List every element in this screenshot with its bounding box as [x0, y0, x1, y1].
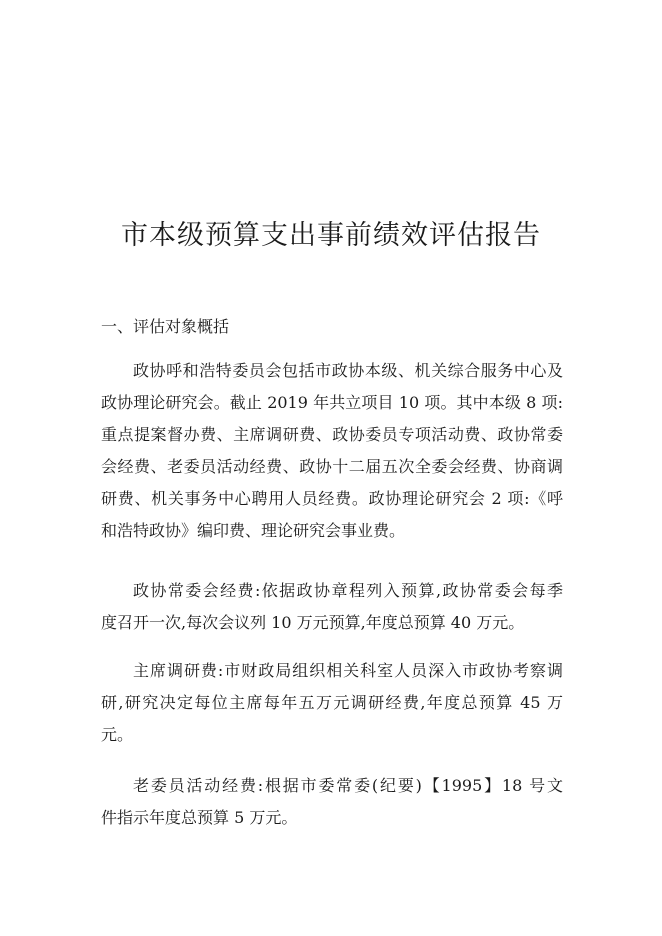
paragraph-chairman-research-funds — [101, 655, 563, 751]
paragraph-project-overview — [101, 355, 563, 547]
section-heading: 一、评估对象概括 — [101, 317, 230, 336]
paragraph-line: 重点提案督办费、主席调研费、政协委员专项活动费、政协常委 — [101, 425, 563, 444]
paragraph-line: 研费、机关事务中心聘用人员经费。政协理论研究会 2 项:《呼 — [101, 489, 563, 508]
paragraph-line: 研,研究决定每位主席每年五万元调研经费,年度总预算 45 万 — [101, 693, 563, 712]
paragraph-line: 件指示年度总预算 5 万元。 — [101, 808, 298, 827]
paragraph-line: 政协理论研究会。截止 2019 年共立项目 10 项。其中本级 8 项: — [101, 393, 563, 412]
paragraph-retired-members-funds — [101, 770, 563, 834]
paragraph-line: 政协呼和浩特委员会包括市政协本级、机关综合服务中心及 — [133, 361, 563, 380]
paragraph-line: 会经费、老委员活动经费、政协十二届五次全委会经费、协商调 — [101, 457, 563, 476]
paragraph-line: 元。 — [101, 725, 134, 744]
paragraph-line: 主席调研费:市财政局组织相关科室人员深入市政协考察调 — [133, 661, 563, 680]
paragraph-line: 老委员活动经费:根据市委常委(纪要)【1995】18 号文 — [133, 776, 563, 795]
paragraph-line: 和浩特政协》编印费、理论研究会事业费。 — [101, 521, 406, 540]
document-title: 市本级预算支出事前绩效评估报告 — [121, 220, 541, 251]
paragraph-line: 度召开一次,每次会议列 10 万元预算,年度总预算 40 万元。 — [101, 613, 525, 632]
paragraph-line: 政协常委会经费:依据政协章程列入预算,政协常委会每季 — [133, 581, 563, 600]
paragraph-standing-committee-funds — [101, 575, 563, 639]
